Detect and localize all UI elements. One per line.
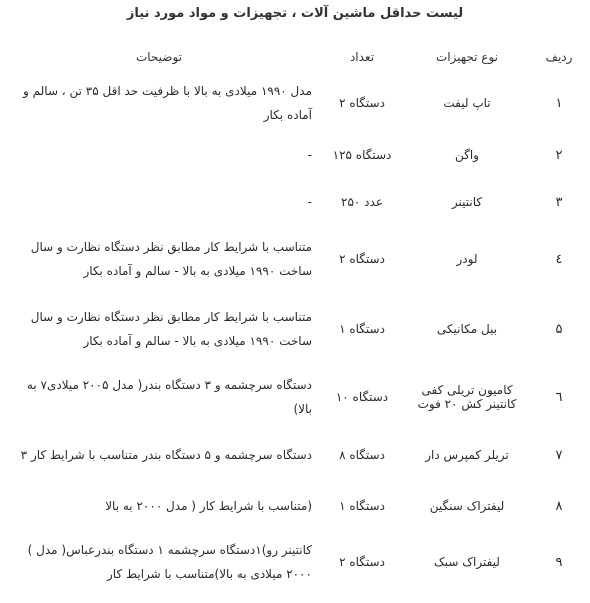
equipment-type: کامیون تریلی کفی کانتینر کش ۲۰ فوت: [417, 383, 517, 411]
row-number: ۵: [555, 321, 563, 337]
header-count: تعداد: [349, 50, 375, 64]
equipment-type: تاپ لیفت: [443, 96, 491, 110]
equipment-type: لودر: [456, 252, 478, 266]
equipment-count: دستگاه ۱: [339, 322, 385, 336]
equipment-count: دستگاه ۲: [339, 252, 385, 266]
table-row: [0, 180, 590, 224]
table-row: [0, 532, 590, 592]
equipment-table: [0, 38, 590, 592]
equipment-description: -: [307, 148, 312, 162]
row-number: ۸: [555, 498, 563, 514]
row-number: ۹: [555, 554, 563, 570]
row-number: ۱: [555, 95, 563, 111]
table-header-row: [0, 38, 590, 76]
table-row: [0, 480, 590, 532]
equipment-description: دستگاه سرچشمه و ۵ دستگاه بندر متناسب با شرایط کار ۳: [20, 448, 312, 462]
equipment-count: دستگاه ۱۲۵: [332, 148, 392, 162]
equipment-description: متناسب با شرایط کار مطابق نظر دستگاه نظارت و سال ساخت ۱۹۹۰ میلادی به بالا - سالم و آماده بکار: [30, 310, 312, 348]
header-row-number: ردیف: [545, 50, 573, 64]
equipment-description: -: [307, 195, 312, 209]
table-row: [0, 76, 590, 130]
equipment-count: دستگاه ۸: [339, 448, 385, 462]
equipment-type: لیفتراک سنگین: [429, 499, 505, 513]
equipment-type: بیل مکانیکی: [436, 322, 498, 336]
table-row: [0, 430, 590, 480]
table-row: [0, 364, 590, 430]
equipment-type: کانتینر: [451, 195, 483, 209]
equipment-description: کانتینر رو)۱دستگاه سرچشمه ۱ دستگاه بندرعباس( مدل ) ۲۰۰۰ میلادی به بالا)متناسب با شرایط کار: [27, 543, 312, 581]
row-number: ۷: [555, 447, 563, 463]
row-number: ٦: [555, 389, 563, 405]
equipment-type: لیفتراک سبک: [434, 555, 500, 569]
row-number: ٤: [555, 251, 563, 267]
equipment-count: عدد ۲۵۰: [341, 195, 383, 209]
equipment-count: دستگاه ۲: [339, 96, 385, 110]
row-number: ۳: [555, 194, 563, 210]
equipment-description: مدل ۱۹۹۰ میلادی به بالا با ظرفیت حد اقل ۳۵ تن ، سالم و آماده بکار: [23, 84, 312, 122]
page-title: لیست حداقل ماشین آلات ، تجهیزات و مواد مورد نیاز: [126, 6, 464, 21]
equipment-description: (متناسب با شرایط کار ( مدل ۲۰۰۰ به بالا: [105, 499, 312, 513]
table-row: [0, 294, 590, 364]
equipment-count: دستگاه ۱: [339, 499, 385, 513]
equipment-description: متناسب با شرایط کار مطابق نظر دستگاه نظارت و سال ساخت ۱۹۹۰ میلادی به بالا - سالم و آماده بکار: [30, 240, 312, 278]
header-description: توضیحات: [135, 50, 183, 64]
header-equipment-type: نوع تجهیزات: [435, 50, 498, 64]
equipment-description: دستگاه سرچشمه و ۳ دستگاه بندر( مدل ۲۰۰۵ میلادی۷ به بالا): [26, 378, 312, 416]
table-row: [0, 130, 590, 180]
equipment-count: دستگاه ۲: [339, 555, 385, 569]
table-row: [0, 224, 590, 294]
row-number: ۲: [555, 147, 563, 163]
equipment-type: تریلر کمپرس دار: [425, 448, 509, 462]
equipment-type: واگن: [455, 148, 479, 162]
equipment-count: دستگاه ۱۰: [335, 390, 389, 404]
